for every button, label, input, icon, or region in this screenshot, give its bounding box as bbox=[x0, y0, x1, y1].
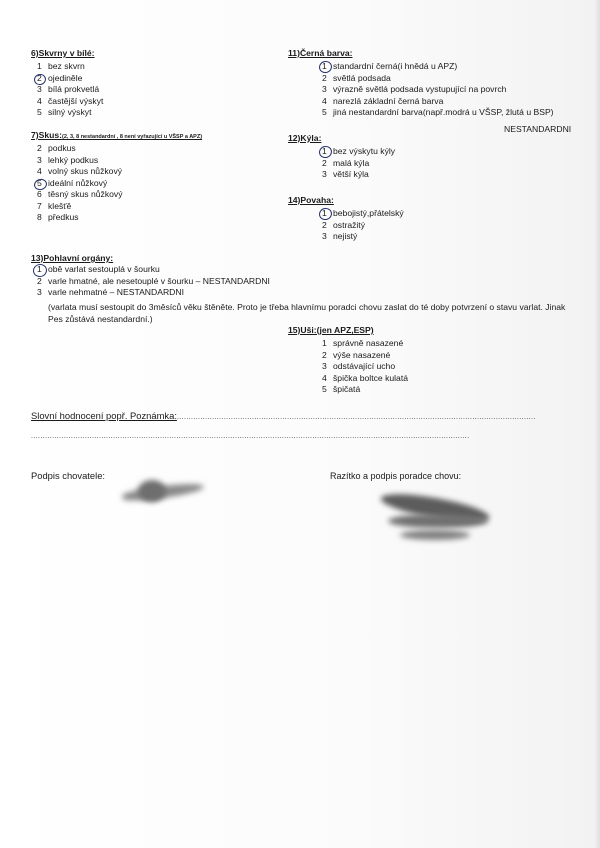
section-title: 6)Skvrny v bílé: bbox=[31, 48, 95, 58]
option-list bbox=[322, 208, 404, 243]
section-note-line: (varlata musí sestoupit do 3měsíců věku štěněte. Proto je třeba hlavnímu poradci chovu zaslat do té doby potvrzení o stavu varlat. Jinak bbox=[48, 302, 566, 312]
option-item[interactable]: 5 jiná nestandardní barva(např.modrá u VŠSP, žlutá u BSP) bbox=[322, 107, 554, 117]
section-skvrny bbox=[31, 48, 103, 119]
option-item[interactable]: 4 častější výskyt bbox=[37, 95, 104, 106]
option-item[interactable]: 1 obě varlat sestouplá v šourku bbox=[37, 264, 576, 276]
option-item[interactable]: 3 nejistý bbox=[322, 231, 358, 241]
section-skus bbox=[31, 130, 202, 224]
option-item[interactable]: 3 bílá prokvetlá bbox=[37, 84, 100, 94]
section-title: 13)Pohlavní orgány: bbox=[31, 253, 114, 263]
option-list bbox=[322, 338, 408, 396]
option-item[interactable]: 4 špička boltce kulatá bbox=[322, 372, 408, 383]
section-kyla bbox=[288, 133, 395, 181]
option-item[interactable]: 1 bez skvrn bbox=[37, 61, 85, 71]
option-item[interactable]: 3 lehký podkus bbox=[37, 154, 99, 165]
option-list bbox=[322, 146, 395, 181]
option-item[interactable]: 5 ideální nůžkový bbox=[37, 178, 202, 190]
page-edge-shadow bbox=[594, 0, 600, 848]
hodnoceni-label: Slovní hodnocení popř. Poznámka: bbox=[31, 410, 177, 421]
option-item[interactable]: 3 výrazně světlá podsada vystupující na povrch bbox=[322, 84, 507, 94]
section-note: (2, 3, 8 nestandardní , 8 není vyřazující u VŠSP a APZ) bbox=[62, 134, 203, 140]
section-cerna-barva bbox=[288, 48, 584, 134]
option-item[interactable]: 1 standardní černá(i hnědá u APZ) bbox=[322, 61, 584, 73]
option-item[interactable]: 5 silný výskyt bbox=[37, 107, 92, 117]
option-item[interactable]: 2 výše nasazené bbox=[322, 349, 391, 360]
hodnoceni-dotted-line-2[interactable]: ........................................................................................................................................................................................... bbox=[31, 433, 470, 440]
option-item[interactable]: 8 předkus bbox=[37, 212, 79, 222]
option-item[interactable]: 5 špičatá bbox=[322, 384, 361, 394]
option-item[interactable]: 1 bebojistý,přátelský bbox=[322, 208, 404, 220]
option-item[interactable]: 2 malá kýla bbox=[322, 157, 370, 168]
option-item[interactable]: 6 těsný skus nůžkový bbox=[37, 189, 123, 199]
advisor-stamp-and-signature bbox=[376, 490, 506, 550]
hodnoceni-row bbox=[31, 410, 536, 421]
breeder-signature-label: Podpis chovatele: bbox=[31, 470, 106, 481]
option-item[interactable]: 3 větší kýla bbox=[322, 169, 369, 179]
option-item[interactable]: 3 varle nehmatné – NESTANDARDNI bbox=[37, 287, 184, 297]
section-title: 11)Černá barva: bbox=[288, 48, 353, 58]
section-povaha bbox=[288, 195, 404, 243]
section-pohlavni-organy bbox=[31, 253, 576, 324]
section-title: 12)Kýla: bbox=[288, 133, 322, 143]
nonstandard-label: NESTANDARDNI bbox=[504, 124, 572, 134]
option-item[interactable]: 7 klešťě bbox=[37, 200, 72, 211]
option-list bbox=[37, 61, 103, 119]
option-item[interactable]: 3 odstávající ucho bbox=[322, 361, 396, 371]
hodnoceni-dotted-line[interactable]: ......................................................................................................................................................... bbox=[176, 414, 536, 421]
option-list bbox=[37, 143, 202, 224]
section-note-line: Pes zůstává nestandardní.) bbox=[48, 314, 153, 324]
option-item[interactable]: 2 podkus bbox=[37, 143, 76, 153]
option-item[interactable]: 4 narezlá základní černá barva bbox=[322, 95, 444, 106]
option-item[interactable]: 2 varle hmatné, ale nesetouplé v šourku – NESTANDARDNI bbox=[37, 275, 270, 286]
option-item[interactable]: 1 správně nasazené bbox=[322, 338, 404, 348]
option-list bbox=[37, 264, 576, 299]
advisor-signature-label: Razítko a podpis poradce chovu: bbox=[330, 471, 462, 481]
section-title: 14)Povaha: bbox=[288, 195, 334, 205]
option-item[interactable]: 2 ostražitý bbox=[322, 219, 365, 230]
option-item[interactable]: 2 světlá podsada bbox=[322, 72, 391, 83]
option-item[interactable]: 4 volný skus nůžkový bbox=[37, 166, 123, 176]
option-item[interactable]: 1 bez výskytu kýly bbox=[322, 146, 395, 158]
section-usi bbox=[288, 325, 408, 396]
section-title: 15)Uši:(jen APZ,ESP) bbox=[288, 325, 374, 335]
option-list bbox=[322, 61, 584, 119]
section-title: 7)Skus:(2, 3, 8 nestandardní , 8 není vyřazující u VŠSP a APZ) bbox=[31, 130, 203, 140]
breeder-signature-image bbox=[118, 476, 208, 508]
option-item[interactable]: 2 ojediněle bbox=[37, 73, 103, 85]
